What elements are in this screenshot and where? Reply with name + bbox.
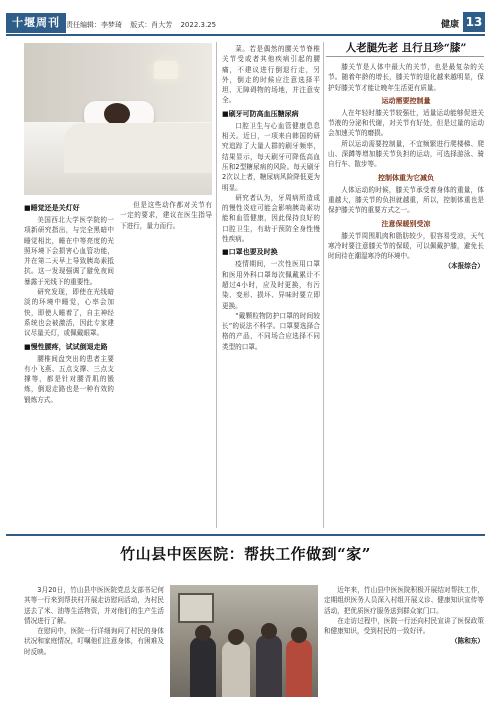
paragraph: 在走访过程中，医院一行还向村民宣讲了医保政策和健康知识，受到村民的一致好评。: [324, 616, 484, 636]
paragraph: 疫情期间，一次性医用口罩和医用外科口罩每次佩戴累计不超过4小时，应及时更换，有污染、变形、损坏、异味时要立即更换。: [222, 260, 320, 310]
paragraph: 人在年轻时膝关节较强壮，适量运动能够促进关节液的分泌和代谢，对关节有好处，但是过量的运动会加速关节的磨损。: [328, 108, 484, 138]
paragraph: 口腔卫生与心血管健康息息相关。近日，一项来自韩国的研究追踪了大量人群的刷牙频率，结果显示，每天刷牙可降低高血压和2型糖尿病的风险。每天刷牙2次以上者，糖尿病风险降低更为明显。: [222, 121, 320, 192]
sleeping-person-photo: [24, 43, 212, 195]
byline: （本报综合）: [444, 262, 484, 271]
paragraph: 3月20日，竹山县中医医院党总支部书记何其等一行来到帮扶村开展走访慰问活动，为村民送去了米、油等生活物资，并对他们的生产生活情况进行了解。: [24, 586, 164, 625]
section-heading: 注意保暖别受凉: [381, 219, 431, 228]
paragraph: 人体运动的时候，膝关节承受着身体的重量，体重越大，膝关节的负担就越重，所以，控制体重也是保护膝关节的重要方式之一。: [328, 185, 484, 215]
left-column-2: [120, 200, 212, 525]
paragraph: 研究发现，即使在光线暗淡的环境中睡觉，心率会加快，即使人睡着了，自主神经系统也会被激活，因此专家建议尽量关灯，或佩戴眼罩。: [24, 288, 114, 338]
paragraph: 腰椎间盘突出的患者主要有小飞燕、五点支撑、三点支撑等，都是针对腰背肌的锻炼，倒退走路也是一种有效的锻炼方式。: [24, 354, 114, 404]
header-rule: [6, 34, 485, 36]
article-intro: 膝关节是人体中最大的关节，也是最复杂的关节。随着年龄的增长，膝关节的退化越来越明显，保护好膝关节才能让晚年生活更有质量。: [328, 63, 484, 92]
volunteers-visiting-elderly-photo: [170, 585, 318, 697]
designer-credit: 版式：肖大芳: [130, 21, 173, 29]
middle-column: [222, 44, 320, 528]
section-heading: ■刷牙可防高血压糖尿病: [222, 109, 299, 118]
story-separator: [6, 534, 485, 536]
section-heading: ■睡觉还是关灯好: [24, 204, 80, 212]
masthead: 十堰周刊: [6, 13, 66, 33]
paragraph: 但是这些动作都对关节有一定的要求，建议在医生指导下进行，量力而行。: [120, 201, 212, 230]
bottom-left-column: [24, 585, 164, 697]
section-heading: ■口罩也要及时换: [222, 248, 278, 257]
column-divider: [216, 42, 217, 528]
paragraph: 在慰问中，医院一行详细询问了村民的身体状况和家庭情况，叮嘱他们注意身体，有困难及时反映。: [24, 627, 164, 656]
section-heading: 控制体重为它减负: [378, 173, 434, 182]
paragraph: 所以运动需要控制量，不宜频繁进行爬楼梯、爬山、深蹲等增加膝关节负担的运动，可选择游泳、骑自行车、散步等。: [328, 139, 484, 169]
bottom-right-column: [324, 585, 484, 697]
byline: （陈和东）: [451, 637, 484, 646]
bottom-article-title: 竹山县中医医院：帮扶工作做到“家”: [120, 545, 371, 563]
paragraph: 膝关节周围肌肉和脂肪较少，很容易受凉，天气寒冷时要注意膝关节的保暖，可以佩戴护膝，避免长时间待在潮湿寒冷的环境中。: [328, 231, 484, 261]
section-heading: ■慢性腰疼，试试倒退走路: [24, 342, 108, 351]
paragraph: 近年来，竹山县中医医院积极开展结对帮扶工作，定期组织医务人员深入村组开展义诊、健康知识宣传等活动，把优质医疗服务送到群众家门口。: [324, 586, 484, 615]
issue-date: 2022.3.25: [180, 21, 217, 29]
paragraph: 美国西北大学医学院的一项新研究指出，与完全黑暗中睡觉相比，睡在中等亮度的光照环境下会损害心血管功能，并在第二天早上导致胰岛素抵抗。这一发现强调了避免夜间暴露于光线下的重要性。: [24, 216, 114, 286]
section-heading: 运动需要控制量: [381, 96, 431, 105]
page-header: [0, 0, 491, 34]
paragraph: 菜。若是偶然的腰关节脊椎关节受或者其他疾病引起的腰痛，不建议进行倒退行走，另外，倒走的时候应注意选择平坦、无障碍物的场地，并注意安全。: [222, 45, 320, 105]
right-article-title: 人老腿先老 且行且珍“膝”: [345, 42, 467, 54]
editor-credit: 责任编辑：李梦琦: [66, 21, 122, 29]
title-rule: [326, 56, 484, 57]
paragraph: 研究者认为，牙周病所造成的慢性炎症可能会影响胰岛素功能和血管健康，因此保持良好的口腔卫生，有助于预防全身性慢性疾病。: [222, 193, 320, 244]
credits-line: [66, 20, 222, 30]
right-column: [328, 62, 484, 528]
page-number-badge: 13: [463, 12, 485, 32]
paragraph: “戴颗粒物防护口罩的时间较长”的说法不科学。口罩要选择合格的产品，不同场合应选择不同类型的口罩。: [222, 311, 320, 351]
section-name: 健康: [440, 20, 459, 30]
left-column-1: [24, 200, 114, 525]
column-divider: [323, 42, 324, 528]
